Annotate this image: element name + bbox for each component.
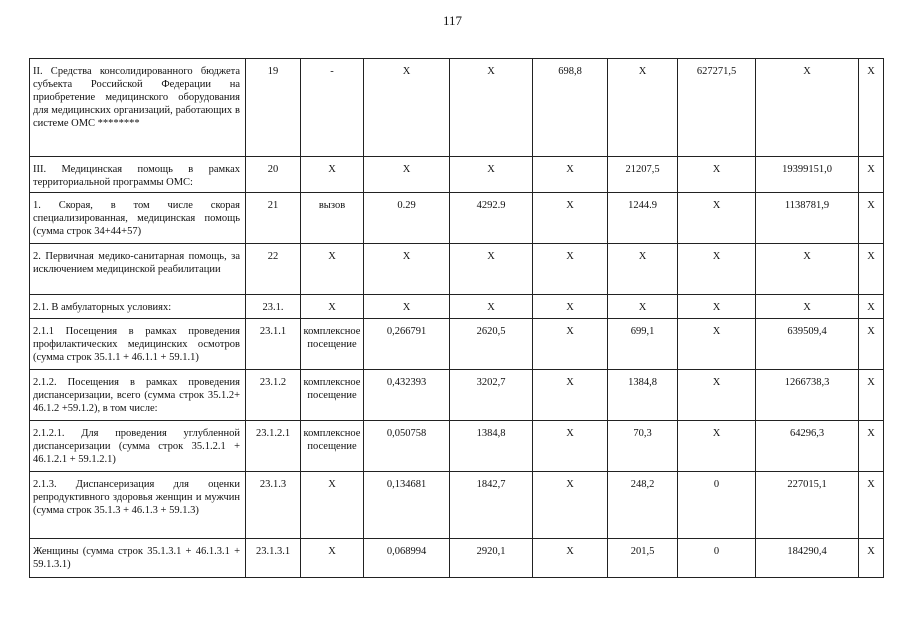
value-cell: X [450, 157, 533, 193]
value-cell: X [859, 539, 884, 578]
value-cell: 627271,5 [678, 59, 756, 157]
unit-cell: комплексное посещение [301, 319, 364, 370]
value-cell: X [533, 370, 608, 421]
value-cell: 1384,8 [608, 370, 678, 421]
value-cell: 0,050758 [364, 421, 450, 472]
value-cell: 227015,1 [756, 472, 859, 539]
value-cell: 1266738,3 [756, 370, 859, 421]
value-cell: X [756, 59, 859, 157]
unit-cell: X [301, 295, 364, 319]
value-cell: X [533, 295, 608, 319]
value-cell: X [364, 244, 450, 295]
value-cell: X [756, 295, 859, 319]
unit-cell: X [301, 472, 364, 539]
value-cell: 639509,4 [756, 319, 859, 370]
table-row [30, 244, 884, 295]
value-cell: 698,8 [533, 59, 608, 157]
row-name-cell: 2.1. В амбулаторных условиях: [30, 295, 246, 319]
value-cell: X [450, 59, 533, 157]
value-cell: X [533, 319, 608, 370]
value-cell: X [364, 59, 450, 157]
data-table [29, 58, 884, 578]
value-cell: 3202,7 [450, 370, 533, 421]
value-cell: 0,134681 [364, 472, 450, 539]
value-cell: X [678, 244, 756, 295]
value-cell: X [533, 421, 608, 472]
row-name-cell: II. Средства консолидированного бюджета субъекта Российской Федерации на приобретение медицинского оборудования для медицинских организаций, работающих в системе ОМС ******** [30, 59, 246, 157]
row-number-cell: 23.1.3 [246, 472, 301, 539]
table-row [30, 59, 884, 157]
value-cell: 1842,7 [450, 472, 533, 539]
value-cell: X [859, 319, 884, 370]
row-name-cell: 2.1.1 Посещения в рамках проведения профилактических медицинских осмотров (сумма строк 35.1.1 + 46.1.1 + 59.1.1) [30, 319, 246, 370]
row-number-cell: 19 [246, 59, 301, 157]
value-cell: 21207,5 [608, 157, 678, 193]
value-cell: 0 [678, 472, 756, 539]
value-cell: 0.29 [364, 193, 450, 244]
value-cell: 70,3 [608, 421, 678, 472]
row-number-cell: 23.1.3.1 [246, 539, 301, 578]
row-number-cell: 23.1.2 [246, 370, 301, 421]
value-cell: 19399151,0 [756, 157, 859, 193]
value-cell: X [678, 370, 756, 421]
value-cell: X [364, 157, 450, 193]
value-cell: 1244.9 [608, 193, 678, 244]
value-cell: X [859, 157, 884, 193]
table-row [30, 157, 884, 193]
row-name-cell: Женщины (сумма строк 35.1.3.1 + 46.1.3.1 + 59.1.3.1) [30, 539, 246, 578]
table-row [30, 472, 884, 539]
value-cell: 64296,3 [756, 421, 859, 472]
value-cell: X [678, 421, 756, 472]
row-number-cell: 22 [246, 244, 301, 295]
unit-cell: - [301, 59, 364, 157]
row-number-cell: 23.1. [246, 295, 301, 319]
value-cell: X [756, 244, 859, 295]
value-cell: X [608, 244, 678, 295]
row-name-cell: III. Медицинская помощь в рамках территориальной программы ОМС: [30, 157, 246, 193]
value-cell: X [859, 370, 884, 421]
value-cell: 4292.9 [450, 193, 533, 244]
value-cell: X [533, 244, 608, 295]
value-cell: X [678, 295, 756, 319]
value-cell: X [859, 193, 884, 244]
unit-cell: X [301, 157, 364, 193]
value-cell: 2620,5 [450, 319, 533, 370]
unit-cell: комплексное посещение [301, 370, 364, 421]
table-row [30, 370, 884, 421]
value-cell: X [533, 157, 608, 193]
row-name-cell: 2.1.2. Посещения в рамках проведения диспансеризации, всего (сумма строк 35.1.2+ 46.1.2 +59.1.2), в том числе: [30, 370, 246, 421]
value-cell: 0,266791 [364, 319, 450, 370]
value-cell: X [859, 59, 884, 157]
unit-cell: X [301, 539, 364, 578]
value-cell: 1138781,9 [756, 193, 859, 244]
value-cell: 2920,1 [450, 539, 533, 578]
value-cell: X [678, 157, 756, 193]
value-cell: 248,2 [608, 472, 678, 539]
value-cell: X [533, 193, 608, 244]
value-cell: X [608, 59, 678, 157]
value-cell: X [450, 295, 533, 319]
table-row [30, 319, 884, 370]
value-cell: X [678, 193, 756, 244]
unit-cell: комплексное посещение [301, 421, 364, 472]
value-cell: 0 [678, 539, 756, 578]
value-cell: 1384,8 [450, 421, 533, 472]
row-number-cell: 21 [246, 193, 301, 244]
value-cell: X [678, 319, 756, 370]
row-number-cell: 23.1.2.1 [246, 421, 301, 472]
value-cell: X [859, 421, 884, 472]
value-cell: X [533, 472, 608, 539]
page-number: 117 [442, 13, 463, 28]
value-cell: X [450, 244, 533, 295]
row-name-cell: 2.1.2.1. Для проведения углубленной диспансеризации (сумма строк 35.1.2.1 + 46.1.2.1 + 59.1.2.1) [30, 421, 246, 472]
table-row [30, 421, 884, 472]
value-cell: X [859, 295, 884, 319]
value-cell: 0,432393 [364, 370, 450, 421]
table-row [30, 295, 884, 319]
table-row [30, 193, 884, 244]
table-row [30, 539, 884, 578]
value-cell: 699,1 [608, 319, 678, 370]
row-name-cell: 2.1.3. Диспансеризация для оценки репродуктивного здоровья женщин и мужчин (сумма строк 35.1.3 + 46.1.3 + 59.1.3) [30, 472, 246, 539]
unit-cell: вызов [301, 193, 364, 244]
value-cell: 184290,4 [756, 539, 859, 578]
value-cell: 201,5 [608, 539, 678, 578]
row-number-cell: 23.1.1 [246, 319, 301, 370]
row-name-cell: 1. Скорая, в том числе скорая специализированная, медицинская помощь (сумма строк 34+44+57) [30, 193, 246, 244]
value-cell: X [364, 295, 450, 319]
unit-cell: X [301, 244, 364, 295]
value-cell: 0,068994 [364, 539, 450, 578]
value-cell: X [533, 539, 608, 578]
row-name-cell: 2. Первичная медико-санитарная помощь, за исключением медицинской реабилитации [30, 244, 246, 295]
row-number-cell: 20 [246, 157, 301, 193]
value-cell: X [859, 472, 884, 539]
value-cell: X [859, 244, 884, 295]
value-cell: X [608, 295, 678, 319]
